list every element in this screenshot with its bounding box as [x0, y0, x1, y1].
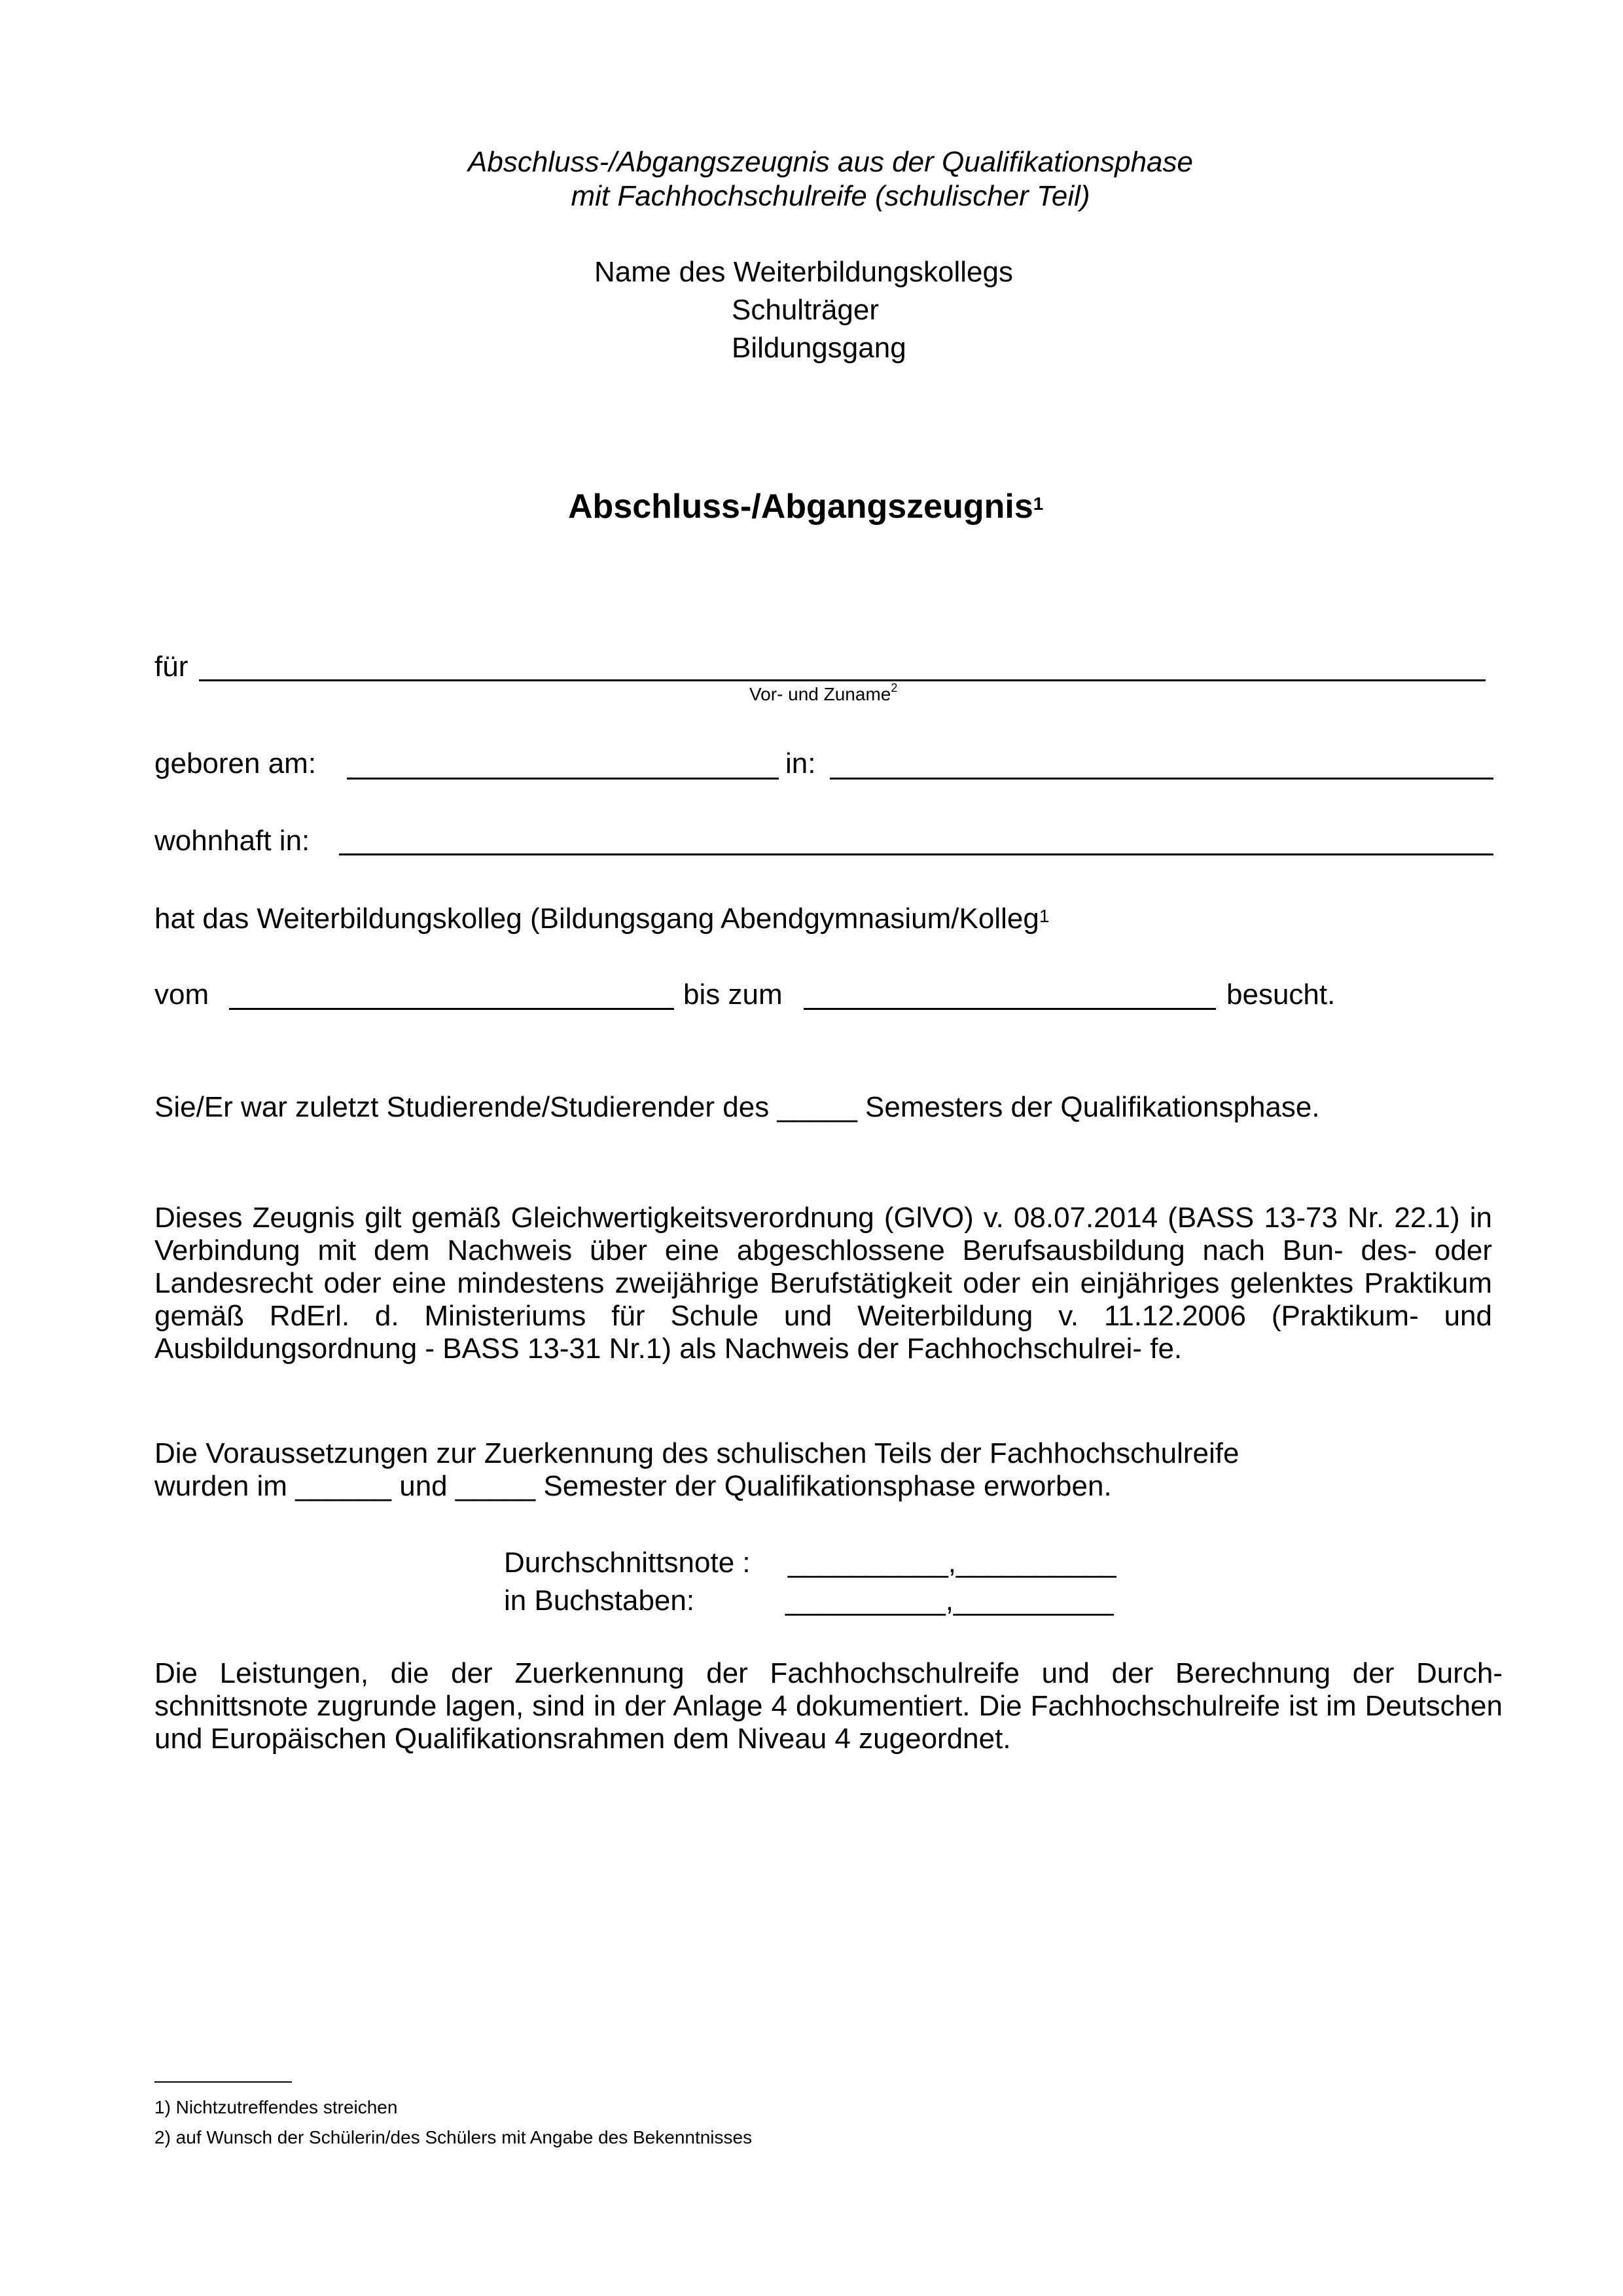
- besucht-label: besucht.: [1226, 978, 1336, 1011]
- address-field-line[interactable]: [339, 853, 1493, 855]
- header-line-1: Abschluss-/Abgangszeugnis aus der Qualifikationsphase: [468, 146, 1193, 178]
- birthplace-field-line[interactable]: [830, 778, 1493, 780]
- program: Bildungsgang: [732, 332, 906, 364]
- attendance-mark: 1: [1039, 906, 1050, 926]
- bis-label: bis zum: [683, 978, 783, 1011]
- letters-label: in Buchstaben:: [504, 1585, 695, 1617]
- validity-paragraph: Dieses Zeugnis gilt gemäß Gleichwertigkeitsverordnung (GlVO) v. 08.07.2014 (BASS 13-73 Nr. 22.1) in Verbindung mit dem Nachweis über eine abgeschlossene Berufsausbildung nach Bun- des- oder Landesrecht oder eine mindestens zweijährige Berufstätigkeit oder ein einjähriges gelenktes Praktikum gemäß RdErl. d. Ministeriums für Schule und Weiterbildung v. 11.12.2006 (Praktikum- und Ausbildungsordnung - BASS 13-31 Nr.1) als Nachweis der Fachhochschulrei- fe.: [154, 1202, 1492, 1365]
- attendance-text: hat das Weiterbildungskolleg (Bildungsgang Abendgymnasium/Kolleg: [154, 903, 1039, 935]
- document-title-text: Abschluss-/Abgangszeugnis: [568, 488, 1033, 526]
- school-name: Name des Weiterbildungskollegs: [594, 256, 1013, 288]
- geboren-label: geboren am:: [154, 747, 317, 780]
- wohnhaft-label: wohnhaft in:: [154, 825, 310, 857]
- document-title: [568, 487, 1043, 526]
- footnote-1: 1) Nichtzutreffendes streichen: [154, 2097, 398, 2117]
- semester-statement: [154, 1090, 1320, 1124]
- semester-post: Semesters der Qualifikationsphase.: [865, 1091, 1320, 1123]
- semester-blank[interactable]: _____: [777, 1091, 857, 1123]
- footnote-separator: [154, 2081, 292, 2083]
- from-date-field-line[interactable]: [229, 1008, 674, 1010]
- performance-paragraph: Die Leistungen, die der Zuerkennung der Fachhochschulreife und der Berechnung der Durch- schnittsnote zugrunde lagen, sind in der Anlage 4 dokumentiert. Die Fachhochschulreife ist im Deutschen und Europäischen Qualifikationsrahmen dem Niveau 4 zugeordnet.: [154, 1657, 1503, 1755]
- attendance-statement: [154, 902, 1049, 936]
- header-line-2: mit Fachhochschulreife (schulischer Teil): [571, 180, 1090, 212]
- birthplace-label: in:: [785, 747, 816, 780]
- name-caption-text: Vor- und Zuname: [749, 684, 891, 704]
- requirements-line-1: Die Voraussetzungen zur Zuerkennung des schulischen Teils der Fachhochschulreife: [154, 1437, 1240, 1469]
- requirements-line-2: wurden im ______ und _____ Semester der Qualifikationsphase erworben.: [154, 1470, 1112, 1502]
- fuer-label: für: [154, 651, 188, 683]
- vom-label: vom: [154, 978, 209, 1011]
- name-field-line[interactable]: [199, 679, 1486, 681]
- footnote-2: 2) auf Wunsch der Schülerin/des Schülers mit Angabe des Bekenntnisses: [154, 2127, 753, 2147]
- name-caption: [749, 681, 898, 705]
- average-label: Durchschnittsnote :: [504, 1547, 751, 1579]
- letters-value[interactable]: __________,__________: [785, 1585, 1114, 1617]
- birthdate-field-line[interactable]: [347, 778, 779, 780]
- title-footnote-mark: 1: [1033, 493, 1044, 514]
- to-date-field-line[interactable]: [804, 1008, 1216, 1010]
- school-owner: Schulträger: [732, 294, 880, 326]
- name-caption-mark: 2: [891, 681, 898, 694]
- semester-pre: Sie/Er war zuletzt Studierende/Studierender des: [154, 1091, 770, 1123]
- average-value[interactable]: __________,__________: [788, 1547, 1116, 1579]
